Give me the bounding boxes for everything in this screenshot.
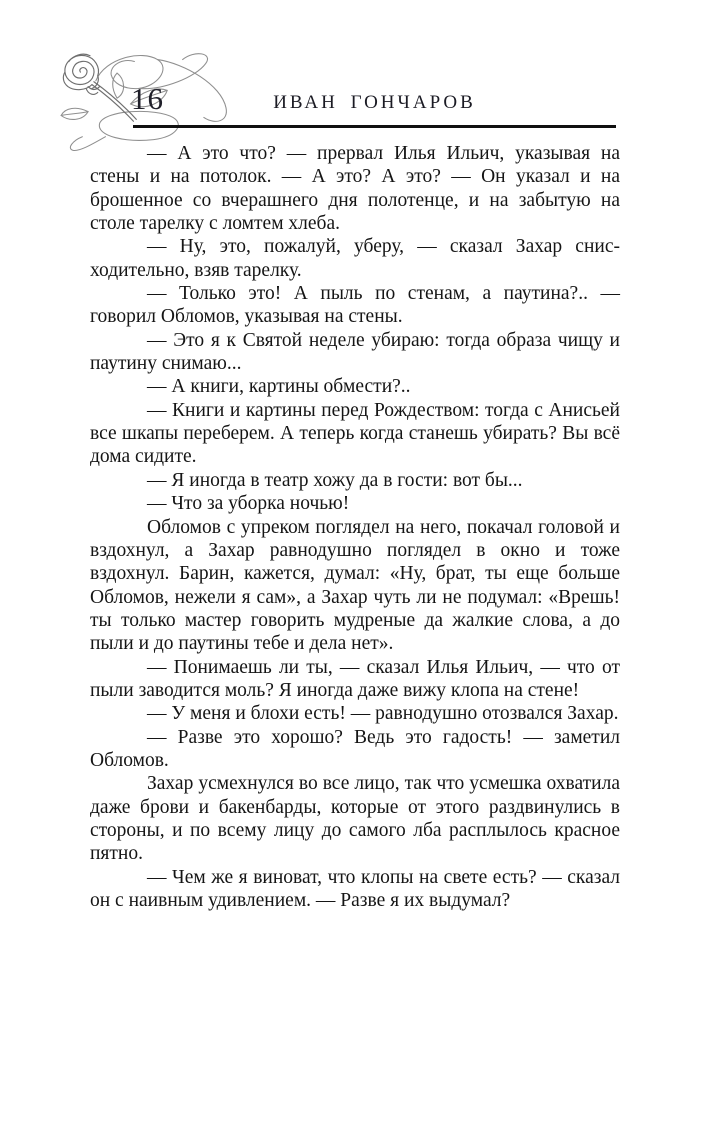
- paragraph: — А это что? — прервал Илья Ильич, указывая на стены и на потолок. — А это? А это? — Он указал и на брошенное со вчерашнего дня полотенце, и на забытую на столе тарелку с ломтем хлеба.: [90, 143, 620, 235]
- paragraph: — Это я к Святой неделе убираю: тогда образа чищу и паутину снимаю...: [90, 329, 620, 375]
- paragraph: Обломов с упреком поглядел на него, покачал головой и вздохнул, а Захар равнодушно поглядел в окно и тоже вздохнул. Барин, кажется, думал: «Ну, брат, ты еще больше Обломов, нежели я сам», а Захар чуть ли не подумал: «Врешь! ты только мастер говорить мудреные да жалкие слова, а до пыли и до паутины тебе и дела нет».: [90, 516, 620, 655]
- paragraph: — Только это! А пыль по стенам, а паутина?.. — говорил Обломов, указывая на стены.: [90, 283, 620, 328]
- page-body: [90, 142, 620, 912]
- paragraph: — У меня и блохи есть! — равнодушно отозвался Захар.: [147, 703, 619, 725]
- paragraph: — Книги и картины перед Рождеством: тогда с Анисьей все шкапы переберем. А теперь когда станешь убирать? Вы всё дома сидите.: [90, 399, 620, 468]
- paragraph: — Понимаешь ли ты, — сказал Илья Ильич, — что от пыли заводится моль? Я иногда даже вижу клопа на стене!: [90, 656, 620, 701]
- header-rule: [133, 125, 616, 128]
- paragraph: — Разве это хорошо? Ведь это гадость! — заметил Обломов.: [90, 726, 620, 771]
- page-number: 16: [131, 81, 164, 116]
- paragraph: — Чем же я виноват, что клопы на свете есть? — сказал он с наивным удивлением. — Разве я их выдумал?: [90, 866, 620, 911]
- paragraph: — Я иногда в театр хожу да в гости: вот бы...: [147, 469, 523, 491]
- paragraph: — Что за уборка ночью!: [147, 493, 350, 515]
- paragraph: Захар усмехнулся во все лицо, так что усмешка охватила даже брови и бакенбарды, которые от этого раздвинулись в стороны, и по всему лицу до самого лба расплылось красное пятно.: [90, 773, 620, 865]
- paragraph: — А книги, картины обмести?..: [147, 376, 411, 398]
- running-head: ИВАН ГОНЧАРОВ: [273, 92, 476, 113]
- paragraph: — Ну, это, пожалуй, уберу, — сказал Захар снисходительно, взяв тарелку.: [90, 236, 620, 281]
